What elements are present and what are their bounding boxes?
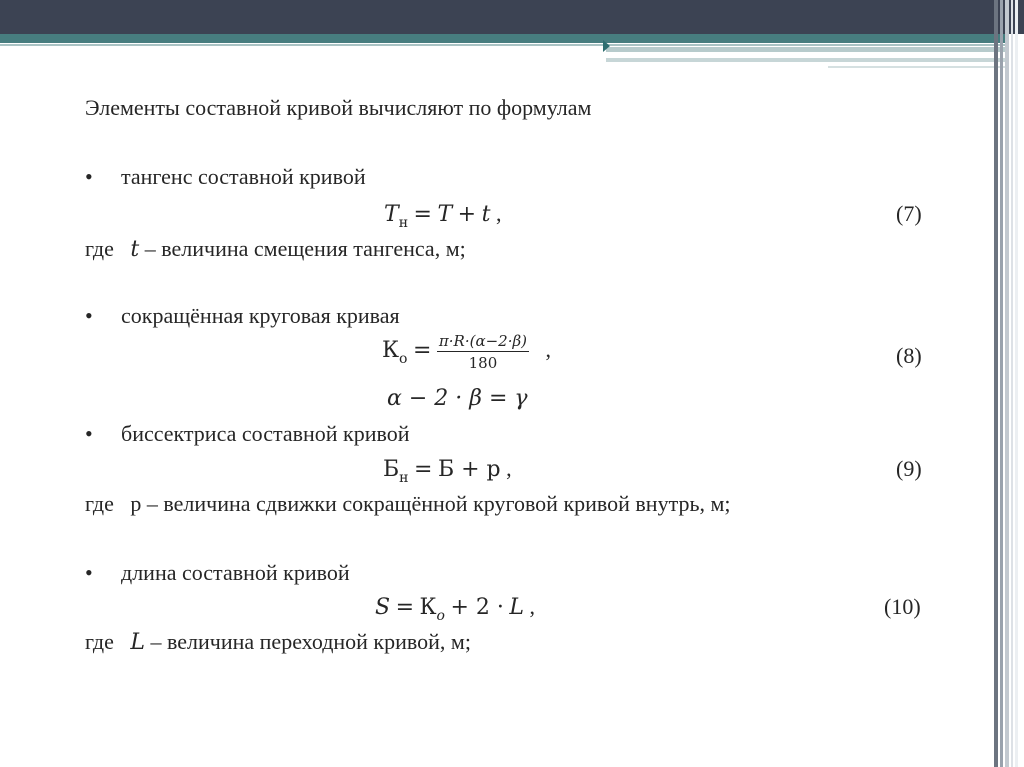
header-bar [0,0,1024,34]
slide-heading: Элементы составной кривой вычисляют по формулам [85,95,592,120]
bullet-item-length [85,562,350,584]
equation-number-7: (7) [896,201,922,226]
header-accent-stripe-1 [606,47,1005,52]
equation-number-9: (9) [896,456,922,481]
bullet-label: сокращённая круговая кривая [121,303,400,328]
header-accent-stripe-2 [606,58,1005,62]
header-accent-stripe-3 [828,66,1005,68]
bullet-item-circular-curve [85,305,400,327]
where-note-length: где L – величина переходной кривой, м; [85,629,471,655]
bullet-label: длина составной кривой [121,560,350,585]
bullet-icon: • [85,421,93,446]
formula-7: $T_н = T + t$ , [384,201,502,231]
right-edge-stripe [994,0,998,767]
relation-gamma: α − 2 · β = γ [387,386,528,411]
bullet-icon: • [85,560,93,585]
where-note-tangent: где t – величина смещения тангенса, м; [85,236,466,262]
right-edge-stripe [1015,0,1018,767]
right-edge-stripe [1000,0,1003,767]
bullet-icon: • [85,303,93,328]
right-edge-stripe [1005,0,1009,767]
where-note-bisector: где р – величина сдвижки сокращённой круговой кривой внутрь, м; [85,491,731,516]
header-accent-band [0,34,1005,43]
equation-number-10: (10) [884,594,921,619]
formula-10: $S = К_o + 2 \cdot L$ , [375,594,536,624]
header-arrow-icon [603,40,610,52]
bullet-label: биссектриса составной кривой [121,421,410,446]
header-accent-line [0,44,1005,46]
formula-8: $К_о$ = $\frac{\pi\cdot R\cdot(\alpha-2\cdot\beta)}{180}$ , [382,332,551,372]
bullet-item-bisector [85,423,410,445]
equation-number-8: (8) [896,343,922,368]
bullet-item-tangent [85,166,366,188]
formula-9: $Б_н = Б + р$ , [383,456,512,486]
bullet-icon: • [85,164,93,189]
right-edge-stripe [1011,0,1013,767]
fraction: $\frac{\pi\cdot R\cdot(\alpha-2\cdot\beta)}{180}$ [438,332,527,372]
bullet-label: тангенс составной кривой [121,164,366,189]
